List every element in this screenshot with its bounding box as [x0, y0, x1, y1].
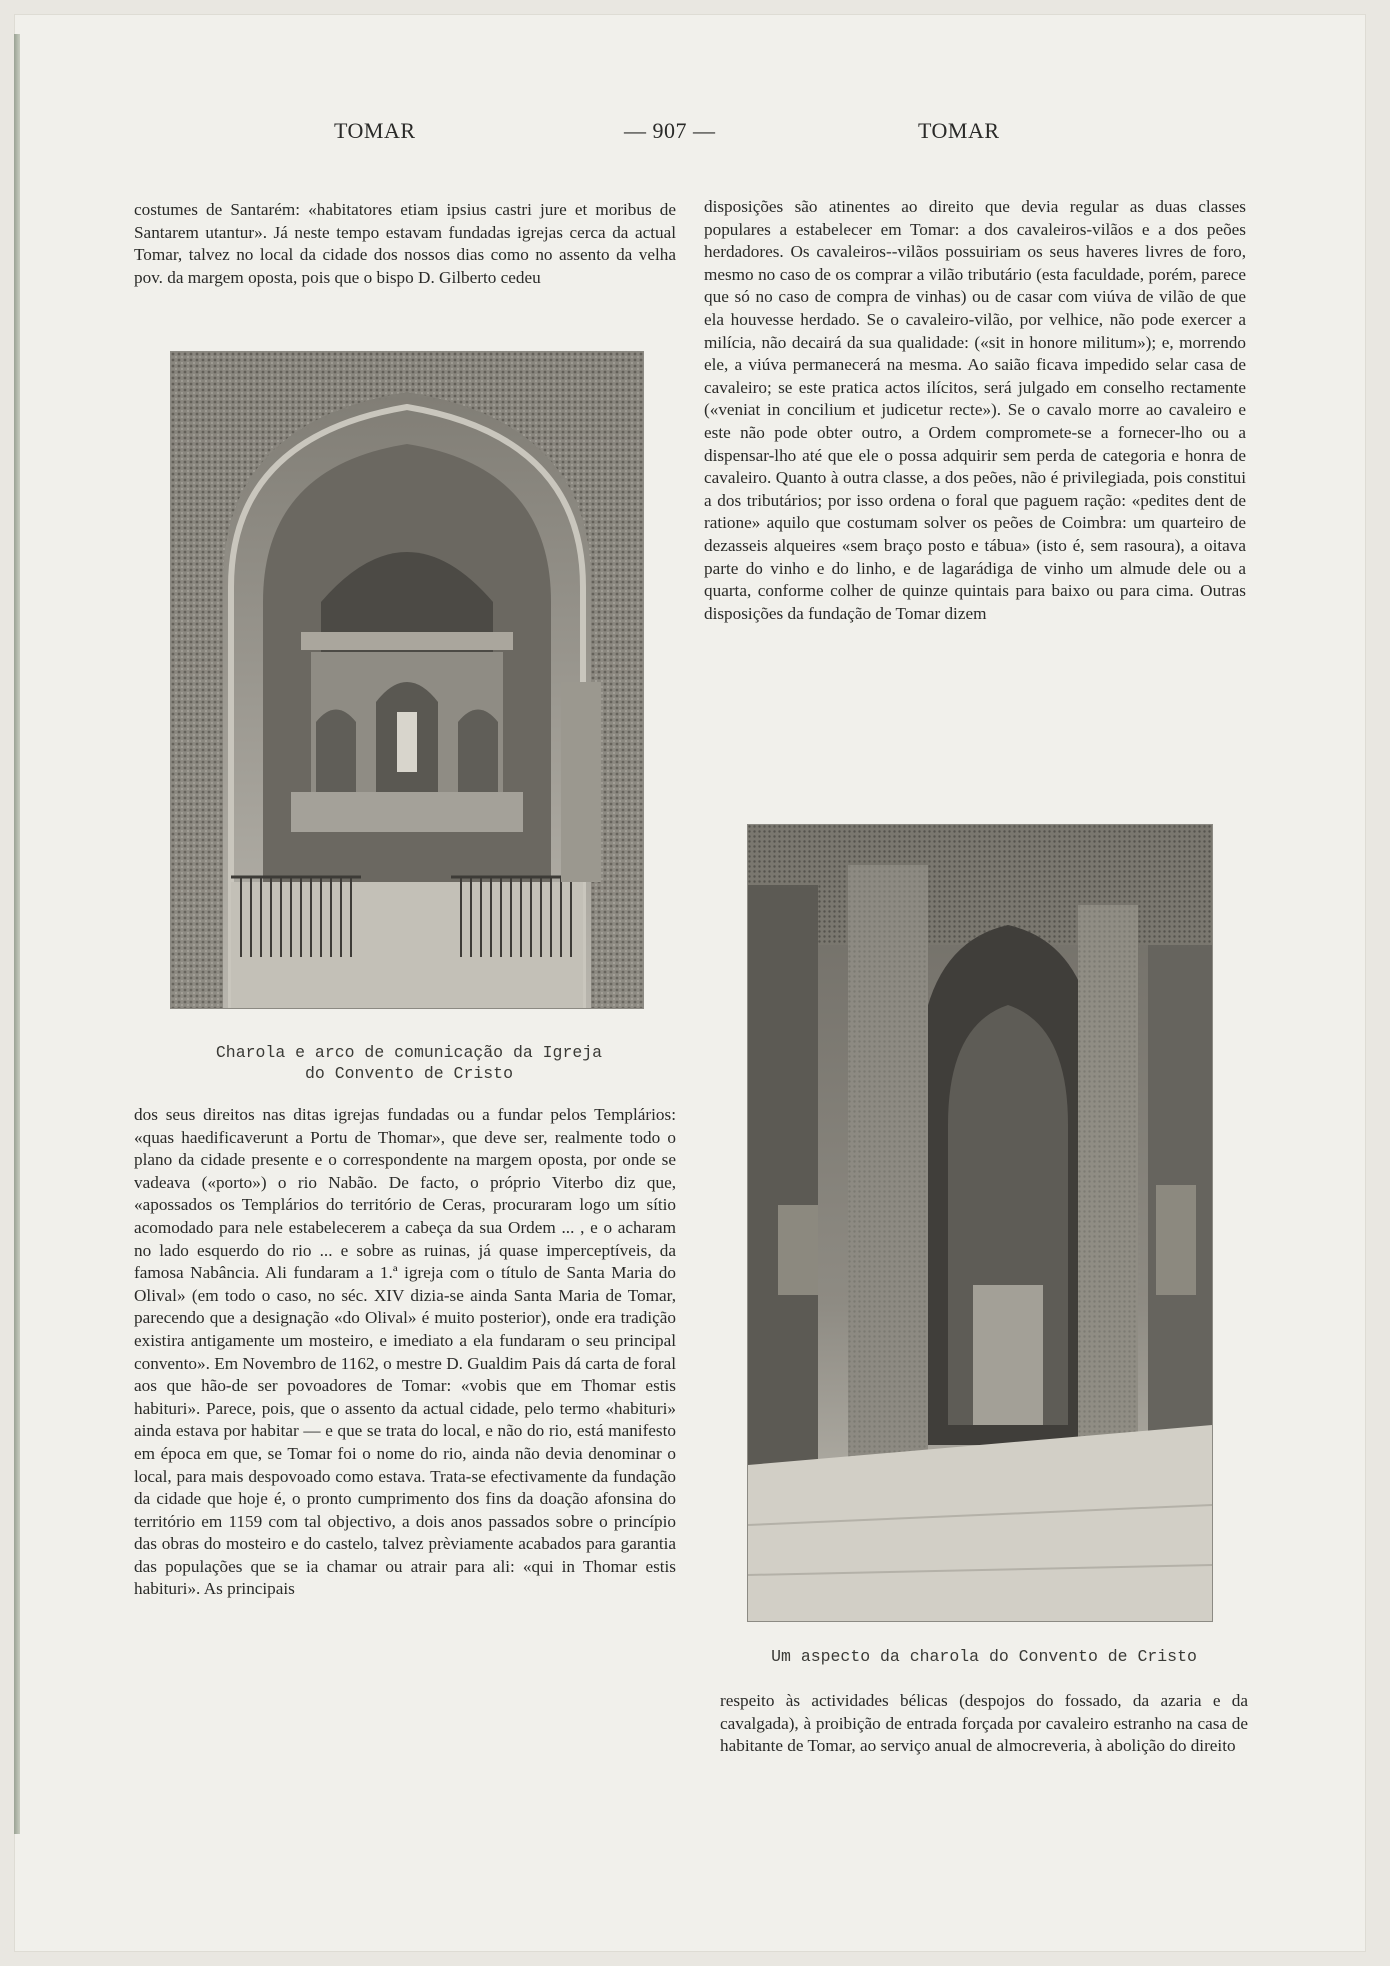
- text-column-1: [134, 199, 676, 289]
- running-head-right: TOMAR: [918, 118, 1000, 143]
- text-column-2: [704, 196, 1246, 625]
- caption-line: Charola e arco de comunicação da Igreja: [215, 1043, 603, 1062]
- text-column-3: [134, 1104, 676, 1601]
- paragraph: costumes de Santarém: «habitatores etiam ipsius castri jure et moribus de Santarem utantur». Já neste tempo estavam fundadas igrejas cerca da actual Tomar, talvez no local da cidade dos nossos dias como no assento da velha pov. da margem oposta, pois que o bispo D. Gilberto cedeu: [134, 200, 676, 287]
- photo-charola-interior: [747, 824, 1213, 1622]
- figure-2-caption: Um aspecto da charola do Convento de Cristo: [771, 1647, 1197, 1666]
- paragraph: dos seus direitos nas ditas igrejas fundadas ou a fundar pelos Templários: «quas haedificaverunt a Portu de Thomar», que deve ser, realmente todo o plano da cidade presente e o correspondente na margem oposta, por onde se vadeava («porto») o rio Nabão. De facto, o próprio Viterbo diz que, «apossados os Templários do território de Ceras, procuraram logo um sítio acomodado para nele estabelecerem a cabeça da sua Ordem ... , e o acharam no lado esquerdo do rio ... e sobre as ruinas, já quase imperceptíveis, da famosa Nabância. Ali fundaram a 1.ª igreja com o título de Santa Maria do Olival» (em todo o caso, no séc. XIV dizia-se ainda Santa Maria de Tomar, parecendo que a designação «do Olival» é muito posterior), onde era tradição existira antigamente um mosteiro, e imediato a ela fundaram o seu principal convento». Em Novembro de 1162, o mestre D. Gualdim Pais dá carta de foral aos que hão-de ser povoadores de Tomar: «vobis que em Thomar estis habituri». Parece, pois, que o assento da actual cidade, pelo termo «habituri» ainda estava por habitar — e que se trata do local, e não do rio, está manifesto em época em que, se Tomar foi o nome do rio, ainda não devia denominar o local, para mais despovoado como estava. Trata-se efectivamente da fundação da cidade que hoje é, o pronto cumprimento dos fins da doação afonsina do território em 1159 com tal objectivo, a dois anos passados sobre o princípio das obras do mosteiro e do castelo, talvez prèviamente acabados para garantia das populações que se ia chamar ou atrair para ali: «qui in Thomar estis habituri». As principais: [134, 1105, 676, 1599]
- paragraph: respeito às actividades bélicas (despojos do fossado, da azaria e da cavalgada), à proibição de entrada forçada por cavaleiro estranho na casa de habitante de Tomar, ao serviço anual de almocreveria, à abolição do direito: [720, 1691, 1248, 1756]
- page-number: — 907 —: [624, 118, 716, 143]
- paragraph: disposições são atinentes ao direito que devia regular as duas classes populares a estabelecer em Tomar: a dos cavaleiros-vilãos e a dos peões herdadores. Os cavaleiros--vilãos possuiriam os seus haveres livres de foro, mesmo no caso de os comprar a vilão tributário (esta faculdade, porém, parece que só no caso de compra de vinhas) ou de casar com viúva de vilão de que ela houvesse herdado. Se o cavaleiro-vilão, por velhice, não pode exercer a milícia, não decairá da sua qualidade: («sit in honore militum»); e, morrendo ele, a viúva permanecerá na mesma. Ao saião ficava impedido selar casa de cavaleiro; se este pratica actos ilícitos, será julgado em conselho rectamente («veniat in concilium et judicetur recte»). Se o cavalo morre ao cavaleiro e este não pode obter outro, a Ordem compromete-se a fornecer-lho ou a dispensar-lho até que ele o possa adquirir sem perda de categoria e honra de cavaleiro. Quanto à outra classe, a dos peões, não é privilegiada, pois constitui a dos tributários; por isso ordena o foral que paguem ração: «pedites dent de ratione» aquilo que costumam solver os peões de Coimbra: um quarteiro de dezasseis alqueires «sem braço posto e tábua» (isto é, sem rasoura), a oitava parte do vinho e do linho, e de lagarádiga de vinho um almude dele ou a quarta, conforme colher de quinze quintais para baixo ou para cima. Outras disposições da fundação de Tomar dizem: [704, 197, 1246, 623]
- running-head-left: TOMAR: [334, 118, 416, 143]
- photo-charola-arch: [170, 351, 644, 1009]
- page: [14, 14, 1366, 1952]
- figure-1-caption: [164, 1042, 654, 1084]
- page-edge: [14, 34, 20, 1834]
- caption-line: do Convento de Cristo: [305, 1064, 513, 1083]
- text-column-4: [720, 1690, 1248, 1758]
